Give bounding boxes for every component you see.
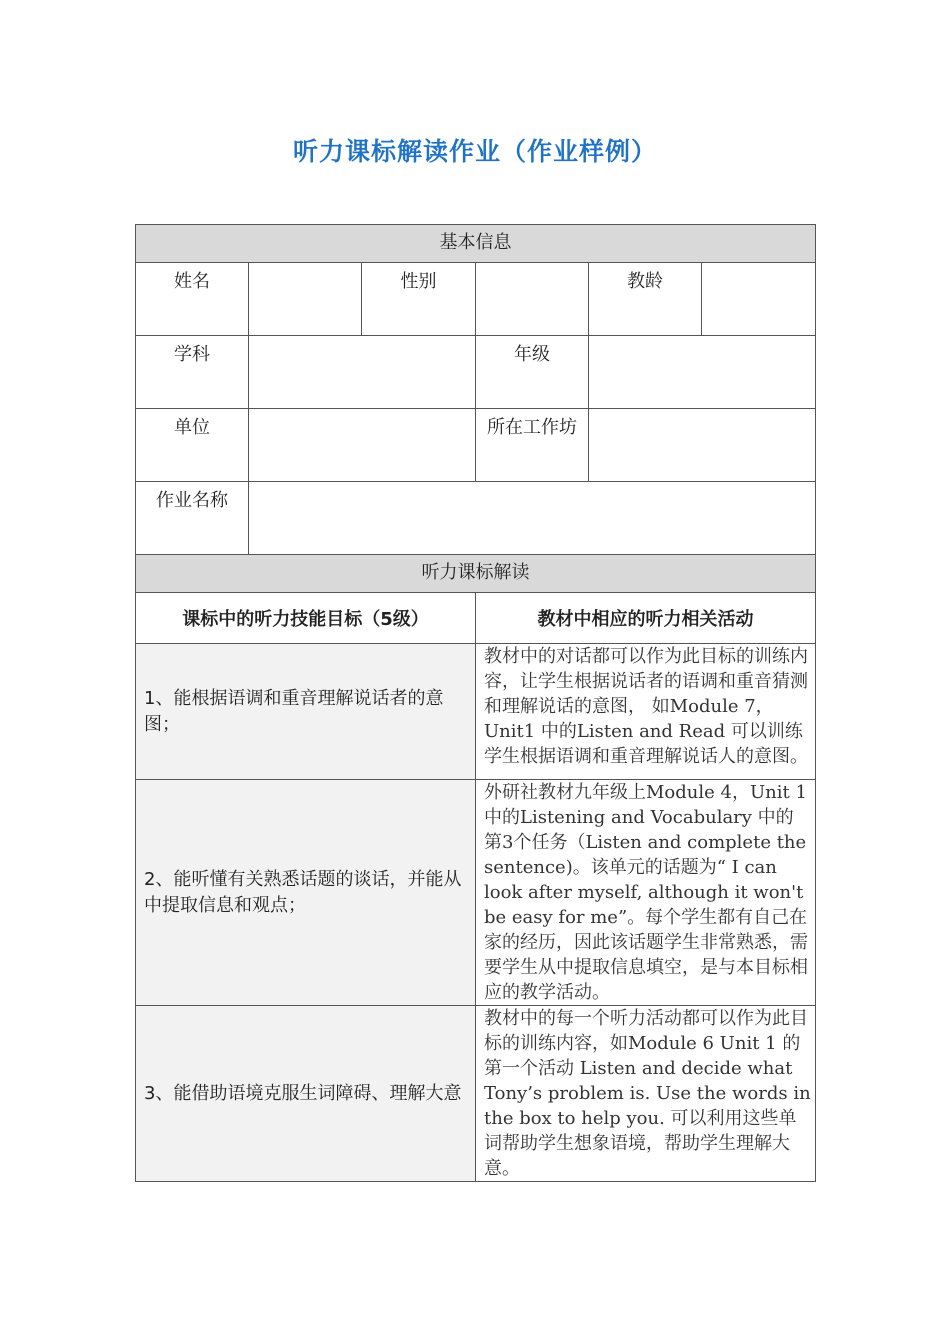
subject-label: 学科 — [136, 336, 249, 409]
teaching-years-field[interactable] — [702, 263, 816, 336]
goal-cell: 1、能根据语调和重音理解说话者的意图； — [136, 644, 476, 780]
gender-label: 性别 — [362, 263, 476, 336]
activity-cell: 外研社教材九年级上Module 4，Unit 1中的Listening and Vocabulary 中的第3个任务（Listen and complete the sentence)。该单元的话题为“ I can look after myself, although it won't be easy for me”。每个学生都有自己在家的经历，因此该话题学生非常熟悉，需要学生从中提取信息填空，是与本目标相应的教学活动。 — [476, 780, 816, 1006]
document-title: 听力课标解读作业（作业样例） — [292, 137, 657, 166]
basic-info-heading: 基本信息 — [136, 225, 816, 263]
gender-field[interactable] — [476, 263, 589, 336]
unit-label: 单位 — [136, 409, 249, 482]
assignment-name-field[interactable] — [249, 482, 816, 555]
table-row — [136, 1006, 816, 1182]
activity-column-header: 教材中相应的听力相关活动 — [476, 593, 816, 644]
workshop-label: 所在工作坊 — [476, 409, 589, 482]
grade-field[interactable] — [589, 336, 816, 409]
workshop-field[interactable] — [589, 409, 816, 482]
subject-field[interactable] — [249, 336, 476, 409]
table-row — [136, 644, 816, 780]
goal-cell: 3、能借助语境克服生词障碍、理解大意 — [136, 1006, 476, 1182]
name-field[interactable] — [249, 263, 362, 336]
activity-cell: 教材中的每一个听力活动都可以作为此目标的训练内容，如Module 6 Unit 1 的第一个活动 Listen and decide what Tony’s problem is. Use the words in the box to help you. 可以利用这些单词帮助学生想象语境，帮助学生理解大意。 — [476, 1006, 816, 1182]
interpretation-heading: 听力课标解读 — [136, 555, 816, 593]
table-row — [136, 780, 816, 1006]
name-label: 姓名 — [136, 263, 249, 336]
grade-label: 年级 — [476, 336, 589, 409]
goal-cell: 2、能听懂有关熟悉话题的谈话，并能从中提取信息和观点； — [136, 780, 476, 1006]
assignment-form-table — [135, 224, 816, 1182]
unit-field[interactable] — [249, 409, 476, 482]
goal-column-header: 课标中的听力技能目标（5级） — [136, 593, 476, 644]
assignment-name-label: 作业名称 — [136, 482, 249, 555]
activity-cell: 教材中的对话都可以作为此目标的训练内容，让学生根据说话者的语调和重音猜测和理解说话的意图， 如Module 7，Unit1 中的Listen and Read 可以训练学生根据语调和重音理解说话人的意图。 — [476, 644, 816, 780]
teaching-years-label: 教龄 — [589, 263, 702, 336]
